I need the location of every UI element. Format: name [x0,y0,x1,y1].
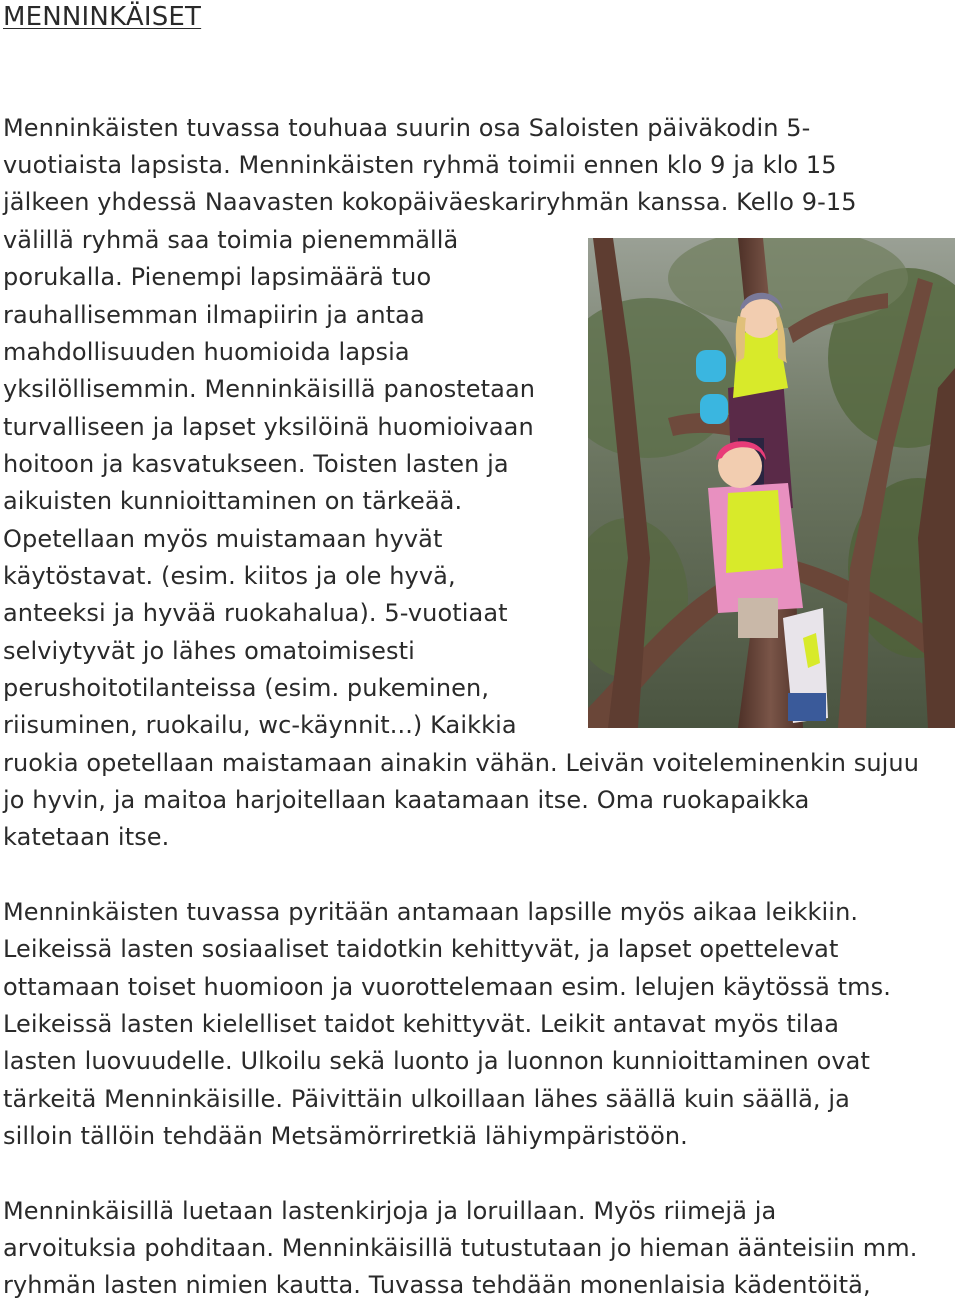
text-line: rauhallisemman ilmapiirin ja antaa [3,301,425,329]
text-line: ottamaan toiset huomioon ja vuorottelemaan esim. lelujen käytössä tms. [3,973,891,1001]
children-in-tree-photo [588,238,955,728]
text-line: porukalla. Pienempi lapsimäärä tuo [3,263,432,291]
text-line: ryhmän lasten nimien kautta. Tuvassa tehdään monenlaisia kädentöitä, [3,1271,871,1299]
text-line: jo hyvin, ja maitoa harjoitellaan kaatamaan itse. Oma ruokapaikka [3,786,810,814]
text-line: arvoituksia pohditaan. Menninkäisillä tutustutaan jo hieman äänteisiin mm. [3,1234,918,1262]
text-line: katetaan itse. [3,823,170,851]
text-line: Menninkäisten tuvassa pyritään antamaan lapsille myös aikaa leikkiin. [3,898,859,926]
text-line: yksilöllisemmin. Menninkäisillä panostetaan [3,375,536,403]
text-line: Menninkäisillä luetaan lastenkirjoja ja loruillaan. Myös riimejä ja [3,1197,777,1225]
text-line: ruokia opetellaan maistamaan ainakin vähän. Leivän voiteleminenkin sujuu [3,749,920,777]
text-line: aikuisten kunnioittaminen on tärkeää. [3,487,463,515]
text-line: lasten luovuudelle. Ulkoilu sekä luonto ja luonnon kunnioittaminen ovat [3,1047,870,1075]
text-line: käytöstavat. (esim. kiitos ja ole hyvä, [3,562,456,590]
page-title: MENNINKÄISET [3,2,202,32]
text-line: selviytyvät jo lähes omatoimisesti [3,637,415,665]
text-line: vuotiaista lapsista. Menninkäisten ryhmä toimii ennen klo 9 ja klo 15 [3,151,837,179]
text-line: hoitoon ja kasvatukseen. Toisten lasten ja [3,450,509,478]
text-line: silloin tällöin tehdään Metsämörriretkiä lähiympäristöön. [3,1122,688,1150]
text-line: mahdollisuuden huomioida lapsia [3,338,410,366]
text-line: Leikeissä lasten sosiaaliset taidotkin kehittyvät, ja lapset opettelevat [3,935,839,963]
text-line: perushoitotilanteissa (esim. pukeminen, [3,674,490,702]
text-line: jälkeen yhdessä Naavasten kokopäiväeskariryhmän kanssa. Kello 9-15 [3,188,857,216]
text-line: Menninkäisten tuvassa touhuaa suurin osa Saloisten päiväkodin 5- [3,114,811,142]
text-line: riisuminen, ruokailu, wc-käynnit...) Kaikkia [3,711,517,739]
text-line: välillä ryhmä saa toimia pienemmällä [3,226,459,254]
text-line: turvalliseen ja lapset yksilöinä huomioivaan [3,413,534,441]
text-line: anteeksi ja hyvää ruokahalua). 5-vuotiaat [3,599,508,627]
text-line: tärkeitä Menninkäisille. Päivittäin ulkoillaan lähes säällä kuin säällä, ja [3,1085,850,1113]
text-line: Opetellaan myös muistamaan hyvät [3,525,443,553]
text-line: Leikeissä lasten kielelliset taidot kehittyvät. Leikit antavat myös tilaa [3,1010,840,1038]
